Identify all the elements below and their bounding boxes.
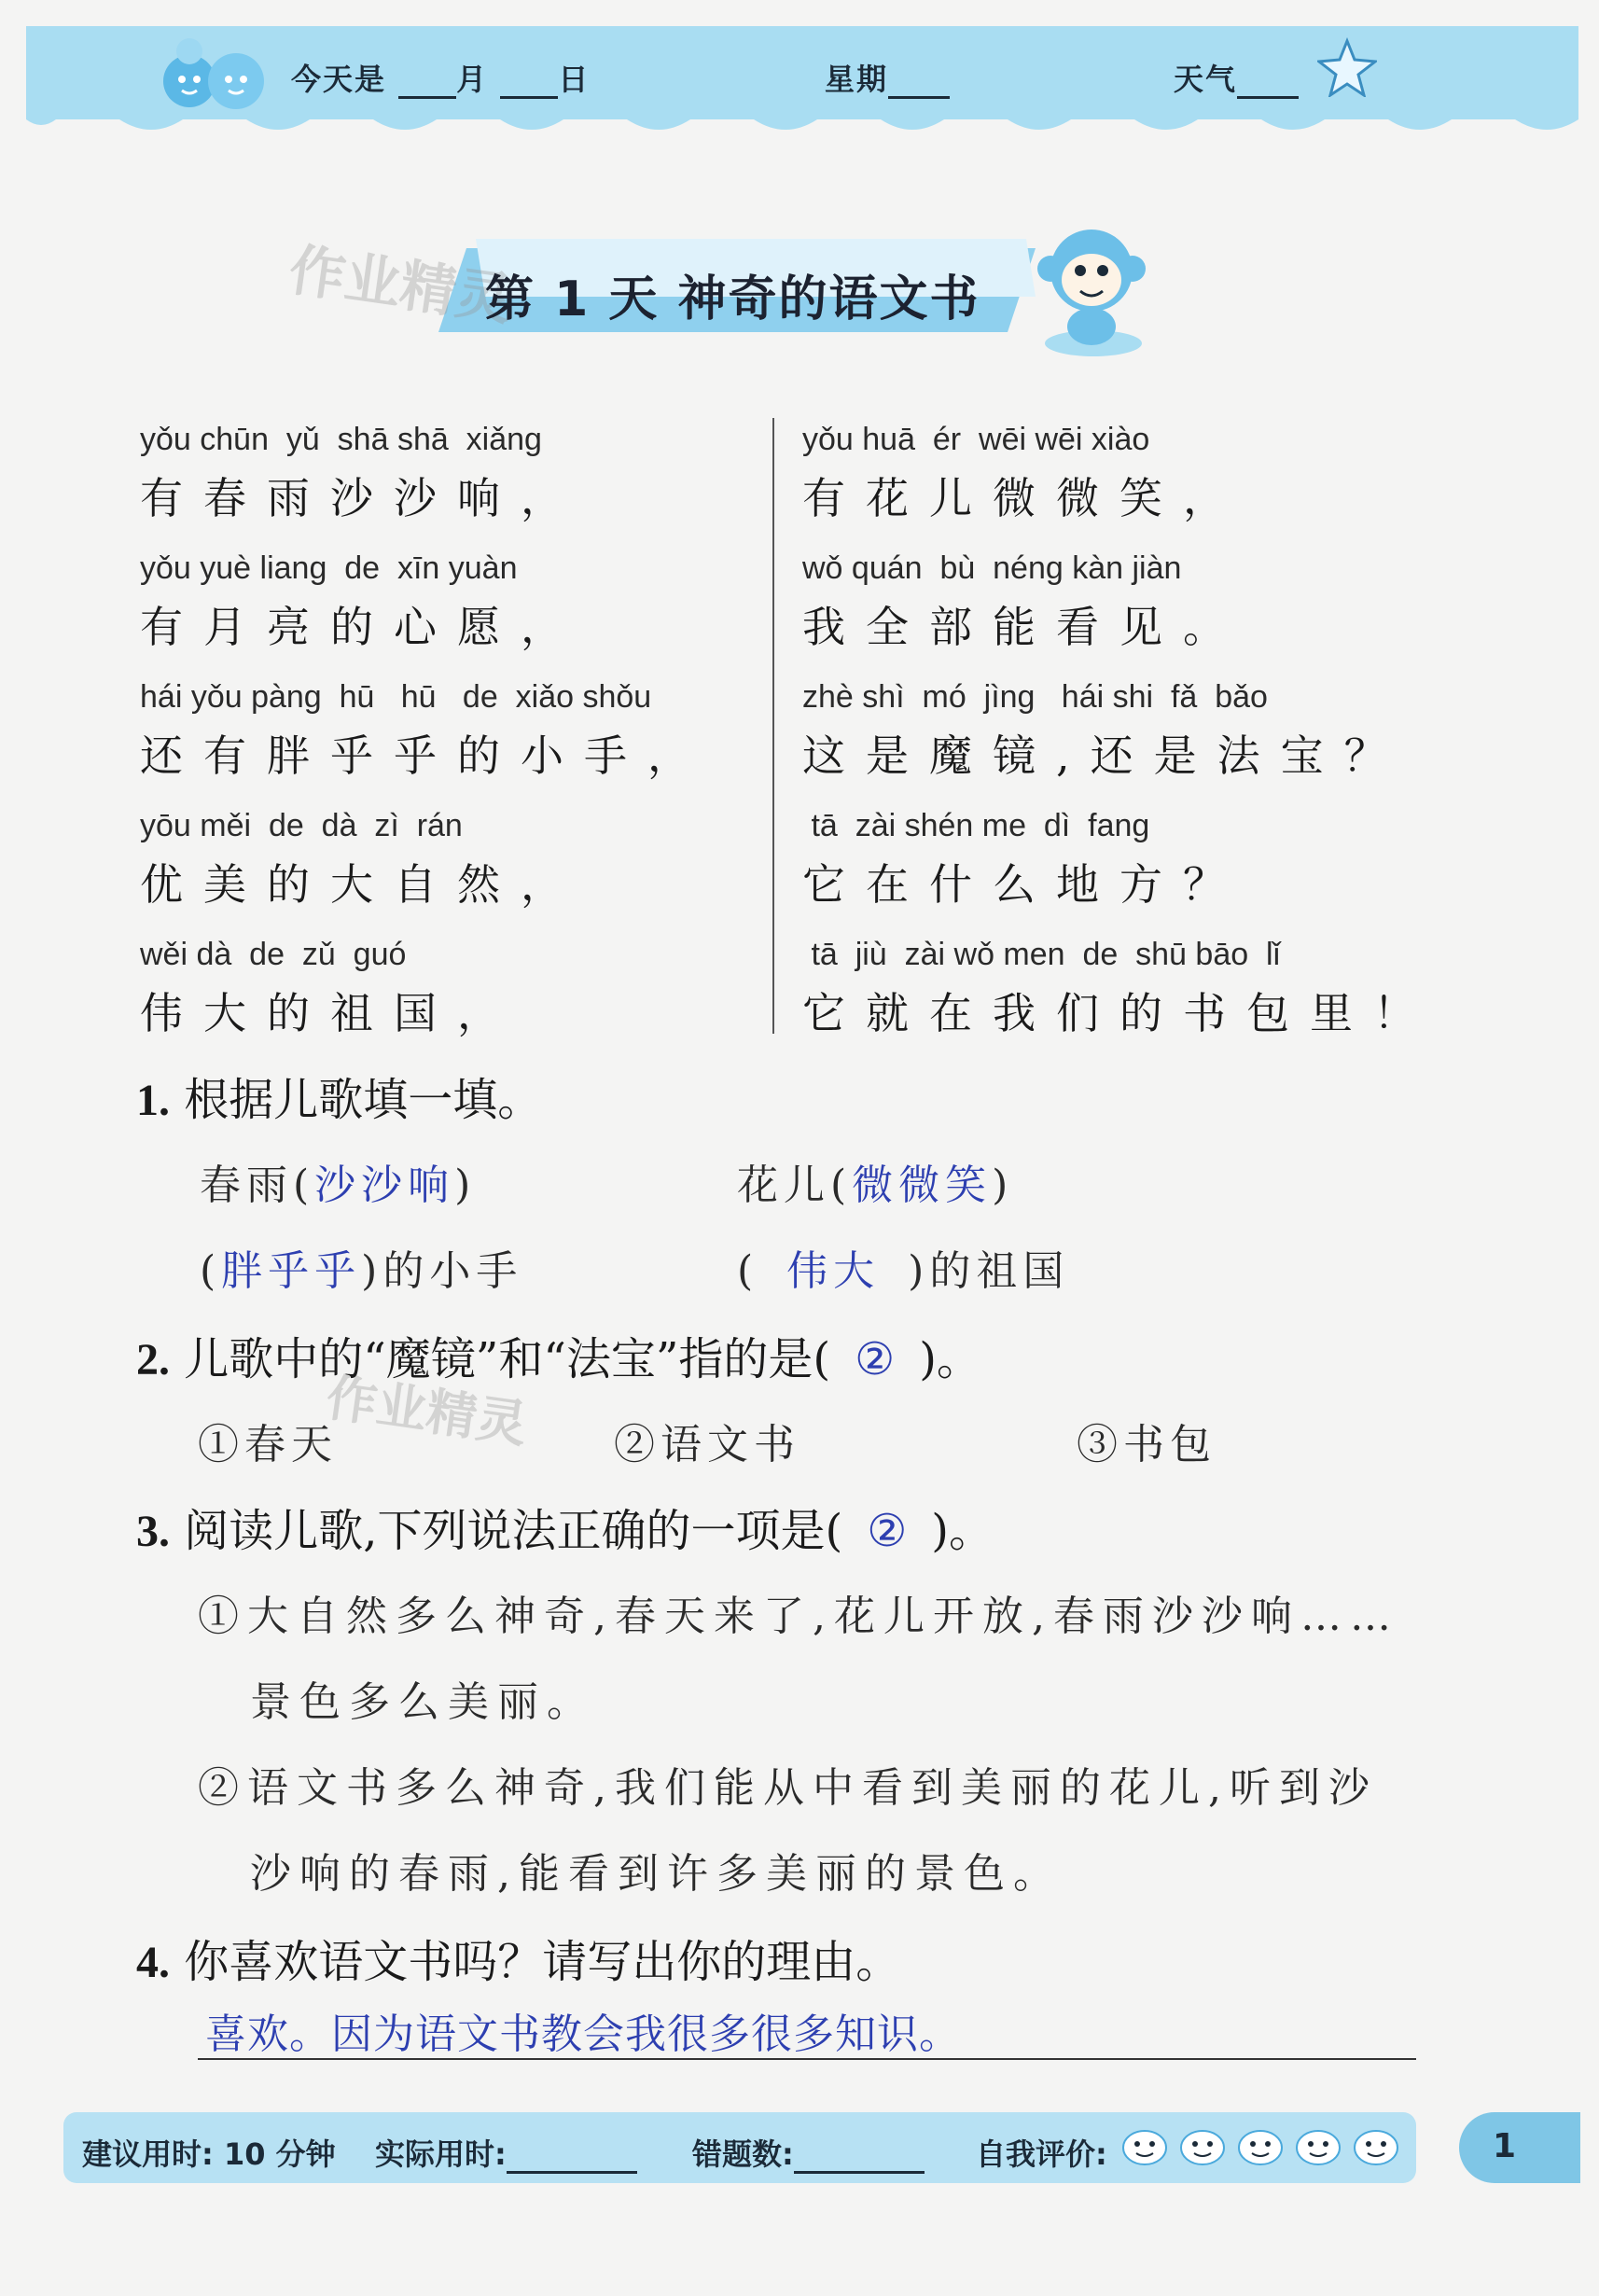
star-icon <box>1317 37 1377 97</box>
q1-a-prefix: 春雨( <box>200 1162 315 1209</box>
question-2 <box>136 1323 981 1387</box>
question-1-number: 1. <box>136 1076 170 1125</box>
day-label: 日 <box>558 62 591 97</box>
question-2-suffix: )。 <box>919 1333 981 1385</box>
error-count-blank[interactable] <box>794 2145 925 2174</box>
weekday-blank[interactable] <box>888 68 950 99</box>
rating-face-icon-3[interactable] <box>1237 2123 1284 2166</box>
q1-blank-a <box>200 1151 476 1211</box>
month-label: 月 <box>456 62 489 97</box>
header-weekday <box>825 56 950 99</box>
q2-option-2: ②语文书 <box>614 1421 800 1468</box>
q1-d-suffix: )的祖国 <box>908 1247 1070 1295</box>
q1-d-answer[interactable]: 伟大 <box>786 1247 881 1295</box>
q1-d-prefix: ( <box>737 1247 759 1295</box>
question-4-prompt: 你喜欢语文书吗？请写出你的理由。 <box>184 1936 901 1988</box>
poem-right-pinyin-2: wǒ quán bù néng kàn jiàn <box>802 550 1182 586</box>
poem-right-line-2: 我全部能看见。 <box>802 602 1246 652</box>
header-date <box>291 56 590 99</box>
poem-left-pinyin-1: yǒu chūn yǔ shā shā xiǎng <box>140 422 542 457</box>
q3-option-2-line-2: 沙响的春雨,能看到许多美丽的景色。 <box>250 1850 1063 1898</box>
watermark-middle: 作业精灵 <box>323 1368 531 1454</box>
day-blank[interactable] <box>500 68 558 99</box>
poem-right-line-4: 它在什么地方？ <box>802 859 1246 910</box>
page-number: 1 <box>1493 2127 1517 2165</box>
q3-option-1-line-2: 景色多么美丽。 <box>250 1678 596 1726</box>
q1-b-suffix: ) <box>992 1162 1014 1209</box>
actual-time-blank[interactable] <box>507 2145 637 2174</box>
poem-right-line-5: 它就在我们的书包里！ <box>802 988 1437 1038</box>
q1-blank-d <box>737 1237 1069 1297</box>
question-3-prompt: 阅读儿歌,下列说法正确的一项是( <box>184 1505 843 1557</box>
weather-blank[interactable] <box>1237 68 1299 99</box>
date-prefix: 今天是 <box>291 62 387 97</box>
q3-answer[interactable]: ② <box>867 1505 908 1557</box>
q1-blank-c <box>200 1237 522 1297</box>
poem-left-pinyin-5: wěi dà de zǔ guó <box>140 937 407 972</box>
poem-left-line-4: 优美的大自然， <box>140 859 584 910</box>
suggested-time: 建议用时: 10 分钟 <box>82 2136 336 2172</box>
actual-time <box>375 2131 637 2174</box>
poem-left-pinyin-3: hái yǒu pàng hū hū de xiǎo shǒu <box>140 679 652 715</box>
watermark-top: 作业精灵 <box>285 237 517 334</box>
poem-left-pinyin-2: yǒu yuè liang de xīn yuàn <box>140 550 518 586</box>
question-4 <box>136 1926 900 1990</box>
q2-option-3: ③书包 <box>1077 1421 1217 1468</box>
q1-c-answer[interactable]: 胖乎乎 <box>221 1247 362 1295</box>
q1-a-suffix: ) <box>454 1162 477 1209</box>
question-3-number: 3. <box>136 1507 170 1556</box>
error-count-label: 错题数: <box>692 2136 794 2172</box>
q1-c-suffix: )的小手 <box>361 1247 523 1295</box>
q1-b-prefix: 花儿( <box>737 1162 853 1209</box>
q4-answer-line <box>198 2058 1416 2060</box>
page-title: 第 1 天 神奇的语文书 <box>485 271 980 327</box>
poem-right-pinyin-5: tā jiù zài wǒ men de shū bāo lǐ <box>802 937 1281 972</box>
q1-b-answer[interactable]: 微微笑 <box>852 1162 993 1209</box>
error-count <box>692 2131 925 2174</box>
question-1 <box>136 1064 542 1128</box>
q1-blank-b <box>737 1151 1013 1211</box>
question-2-prompt: 儿歌中的“魔镜”和“法宝”指的是( <box>184 1333 831 1385</box>
month-blank[interactable] <box>398 68 456 99</box>
header-weather <box>1174 56 1299 99</box>
poem-left-line-3: 还有胖乎乎的小手， <box>140 731 711 781</box>
q4-answer[interactable]: 喜欢。因为语文书教会我很多很多知识。 <box>205 2011 961 2058</box>
q1-a-answer[interactable]: 沙沙响 <box>314 1162 455 1209</box>
rating-face-icon-4[interactable] <box>1295 2123 1342 2166</box>
self-eval-label: 自我评价: <box>976 2136 1107 2172</box>
q2-answer[interactable]: ② <box>855 1333 896 1385</box>
page-number-tab <box>1459 2112 1580 2183</box>
poem-left-line-1: 有春雨沙沙响， <box>140 473 584 523</box>
actual-time-label: 实际用时: <box>375 2136 507 2172</box>
poem-left-line-2: 有月亮的心愿， <box>140 602 584 652</box>
poem-divider <box>772 418 774 1034</box>
poem-right-line-3: 这是魔镜,还是法宝？ <box>802 731 1408 781</box>
weather-label: 天气 <box>1174 62 1238 97</box>
weekday-label: 星期 <box>825 62 889 97</box>
question-2-number: 2. <box>136 1335 170 1385</box>
question-1-prompt: 根据儿歌填一填。 <box>184 1074 543 1126</box>
question-4-number: 4. <box>136 1938 170 1987</box>
poem-right-pinyin-3: zhè shì mó jìng hái shi fǎ bǎo <box>802 679 1268 715</box>
poem-right-line-1: 有花儿微微笑， <box>802 473 1246 523</box>
poem-left-line-5: 伟大的祖国， <box>140 988 521 1038</box>
monkey-mascot-icon <box>1026 213 1157 362</box>
poem-left-pinyin-4: yōu měi de dà zì rán <box>140 808 463 843</box>
question-3-suffix: )。 <box>931 1505 994 1557</box>
bubble-faces-icon <box>154 33 275 117</box>
q3-option-1-line-1: ①大自然多么神奇,春天来了,花儿开放,春雨沙沙响…… <box>198 1593 1399 1640</box>
q1-c-prefix: ( <box>200 1247 222 1295</box>
q2-option-1: ①春天 <box>198 1421 338 1468</box>
poem-right-pinyin-4: tā zài shén me dì fang <box>802 808 1150 843</box>
rating-face-icon-1[interactable] <box>1121 2123 1168 2166</box>
poem-right-pinyin-1: yǒu huā ér wēi wēi xiào <box>802 422 1150 457</box>
q3-option-2-line-1: ②语文书多么神奇,我们能从中看到美丽的花儿,听到沙 <box>198 1764 1378 1812</box>
question-3 <box>136 1495 994 1559</box>
rating-face-icon-5[interactable] <box>1353 2123 1399 2166</box>
rating-face-icon-2[interactable] <box>1179 2123 1226 2166</box>
